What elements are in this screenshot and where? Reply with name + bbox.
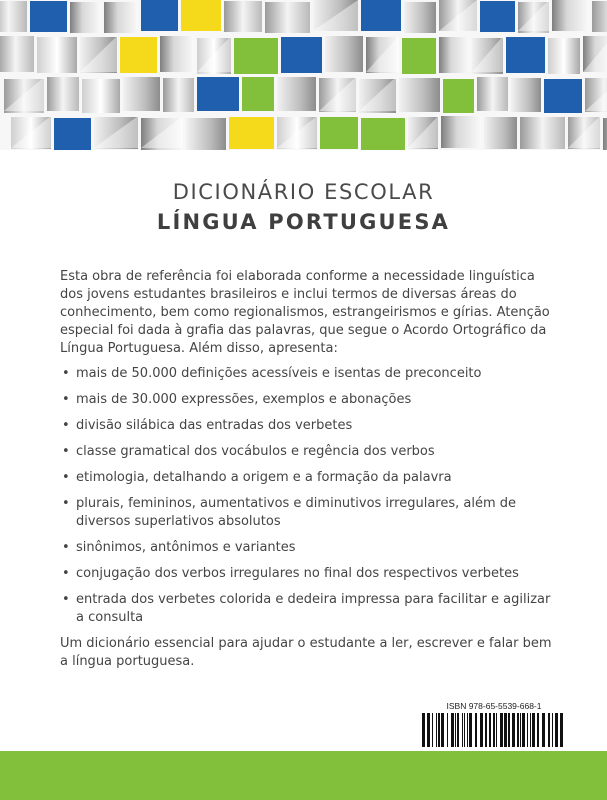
bullet-icon: • <box>62 418 70 433</box>
barcode-bar <box>537 713 539 747</box>
mosaic-tile <box>320 117 358 149</box>
mosaic-tile <box>30 1 67 32</box>
barcode-bars <box>422 713 566 747</box>
back-cover-text <box>60 268 560 671</box>
mosaic-tile <box>361 118 405 150</box>
feature-text: conjugação dos verbos irregulares no final dos respectivos verbetes <box>76 566 519 581</box>
feature-text: sinônimos, antônimos e variantes <box>76 540 296 555</box>
barcode-bar <box>480 713 483 747</box>
feature-text: plurais, femininos, aumentativos e diminutivos irregulares, além de diversos superlativos absolutos <box>76 496 517 529</box>
barcode-bar <box>555 713 558 747</box>
mosaic-tile <box>104 2 138 33</box>
mosaic-tile <box>439 37 469 73</box>
mosaic-tile <box>141 0 178 31</box>
barcode <box>418 700 570 750</box>
mosaic-tile <box>548 38 580 74</box>
closing-paragraph: Um dicionário essencial para ajudar o estudante a ler, escrever e falar bem a língua portuguesa. <box>60 636 552 669</box>
mosaic-tile <box>361 0 401 31</box>
feature-text: classe gramatical dos vocábulos e regência dos verbos <box>76 444 435 459</box>
mosaic-tile <box>234 38 278 74</box>
barcode-bar <box>436 713 437 747</box>
isbn-label: ISBN 978-65-5539-668-1 <box>446 701 542 711</box>
mosaic-tile <box>511 78 541 112</box>
mosaic-tile <box>224 1 262 32</box>
mosaic-tile <box>443 79 474 113</box>
mosaic-tile <box>0 1 27 32</box>
barcode-bar <box>493 713 495 747</box>
mosaic-tile <box>265 2 310 33</box>
mosaic-tile <box>552 0 589 31</box>
mosaic-tile <box>163 78 194 112</box>
mosaic-tile <box>603 118 607 150</box>
mosaic-tile <box>544 79 582 113</box>
feature-list-item <box>60 417 560 435</box>
barcode-bar <box>542 713 545 747</box>
feature-list-item <box>60 565 560 583</box>
barcode-bar <box>475 713 477 747</box>
feature-text: etimologia, detalhando a origem e a formação da palavra <box>76 470 452 485</box>
green-footer-band <box>0 751 607 800</box>
feature-text: entrada dos verbetes colorida e dedeira impressa para facilitar e agilizar a consulta <box>76 592 551 625</box>
barcode-bar <box>532 713 535 747</box>
mosaic-tile <box>37 37 77 73</box>
feature-list-item <box>60 365 560 383</box>
barcode-bar <box>485 713 487 747</box>
mosaic-tile <box>477 77 508 111</box>
barcode-bar <box>552 713 553 747</box>
mosaic-tile <box>441 116 481 148</box>
barcode-bar <box>496 713 497 747</box>
feature-text: mais de 30.000 expressões, exemplos e abonações <box>76 392 412 407</box>
mosaic-tile <box>592 1 607 32</box>
mosaic-tile <box>229 117 274 149</box>
mosaic-tile <box>480 1 515 32</box>
barcode-bar <box>422 713 425 747</box>
barcode-bar <box>489 713 491 747</box>
intro-paragraph: Esta obra de referência foi elaborada conforme a necessidade linguística dos jovens estudantes brasileiros e inclui termos de diversas áreas do conhecimento, bem como regionalismos, estrangeirismos e gírias. Atenção especial foi dada à grafia das palavras, que segue o Acordo Ortográfico da Língua Portuguesa. Além disso, apresenta: <box>60 269 550 356</box>
barcode-bar <box>438 713 440 747</box>
mosaic-tile <box>484 117 517 149</box>
barcode-bar <box>508 713 510 747</box>
mosaic-tile <box>181 0 221 31</box>
barcode-bar <box>530 713 531 747</box>
mosaic-tile <box>54 118 91 150</box>
mosaic-tile <box>277 77 316 111</box>
mosaic-tile <box>325 36 363 72</box>
mosaic-tile <box>47 77 79 111</box>
barcode-bar <box>560 713 563 747</box>
barcode-bar <box>464 713 465 747</box>
barcode-bar <box>455 713 456 747</box>
mosaic-tile <box>160 36 194 72</box>
barcode-bar <box>548 713 550 747</box>
mosaic-tile <box>82 79 120 113</box>
bullet-icon: • <box>62 392 70 407</box>
bullet-icon: • <box>62 444 70 459</box>
mosaic-tile <box>186 118 226 150</box>
bullet-icon: • <box>62 470 70 485</box>
barcode-bar <box>451 713 454 747</box>
feature-text: divisão silábica das entradas dos verbetes <box>76 418 353 433</box>
feature-list-item <box>60 443 560 461</box>
bullet-icon: • <box>62 540 70 555</box>
mosaic-tile <box>70 2 101 33</box>
mosaic-tile <box>242 77 274 111</box>
barcode-bar <box>520 713 521 747</box>
barcode-bar <box>427 713 430 747</box>
mosaic-tile <box>120 37 157 73</box>
barcode-bar <box>512 713 515 747</box>
title-line-2: LÍNGUA PORTUGUESA <box>156 210 451 234</box>
barcode-bar <box>527 713 528 747</box>
mosaic-tile <box>0 36 34 72</box>
title-line-1: DICIONÁRIO ESCOLAR <box>172 180 435 204</box>
barcode-bar <box>441 713 444 747</box>
barcode-bar <box>522 713 525 747</box>
barcode-bar <box>462 713 463 747</box>
feature-list-item <box>60 391 560 409</box>
mosaic-tile <box>506 37 545 73</box>
feature-text: mais de 50.000 definições acessíveis e isentas de preconceito <box>76 366 482 381</box>
barcode-bar <box>467 713 468 747</box>
mosaic-tile <box>402 38 436 74</box>
feature-list <box>60 365 560 627</box>
bullet-icon: • <box>62 496 70 511</box>
feature-list-item <box>60 591 560 627</box>
decorative-tile-mosaic <box>0 0 607 150</box>
feature-list-item <box>60 469 560 487</box>
barcode-bar <box>447 713 448 747</box>
barcode-bar <box>504 713 507 747</box>
mosaic-tile <box>520 117 565 149</box>
barcode-bar <box>469 713 472 747</box>
mosaic-tile <box>281 37 322 73</box>
barcode-bar <box>432 713 433 747</box>
barcode-bar <box>517 713 519 747</box>
feature-list-item <box>60 495 560 531</box>
bullet-icon: • <box>62 566 70 581</box>
mosaic-tile <box>197 77 239 111</box>
mosaic-tile <box>399 78 440 112</box>
mosaic-tile <box>404 2 436 33</box>
mosaic-tile <box>123 77 160 111</box>
bullet-icon: • <box>62 366 70 381</box>
bullet-icon: • <box>62 592 70 607</box>
barcode-bar <box>500 713 503 747</box>
feature-list-item <box>60 539 560 557</box>
barcode-bar <box>457 713 459 747</box>
